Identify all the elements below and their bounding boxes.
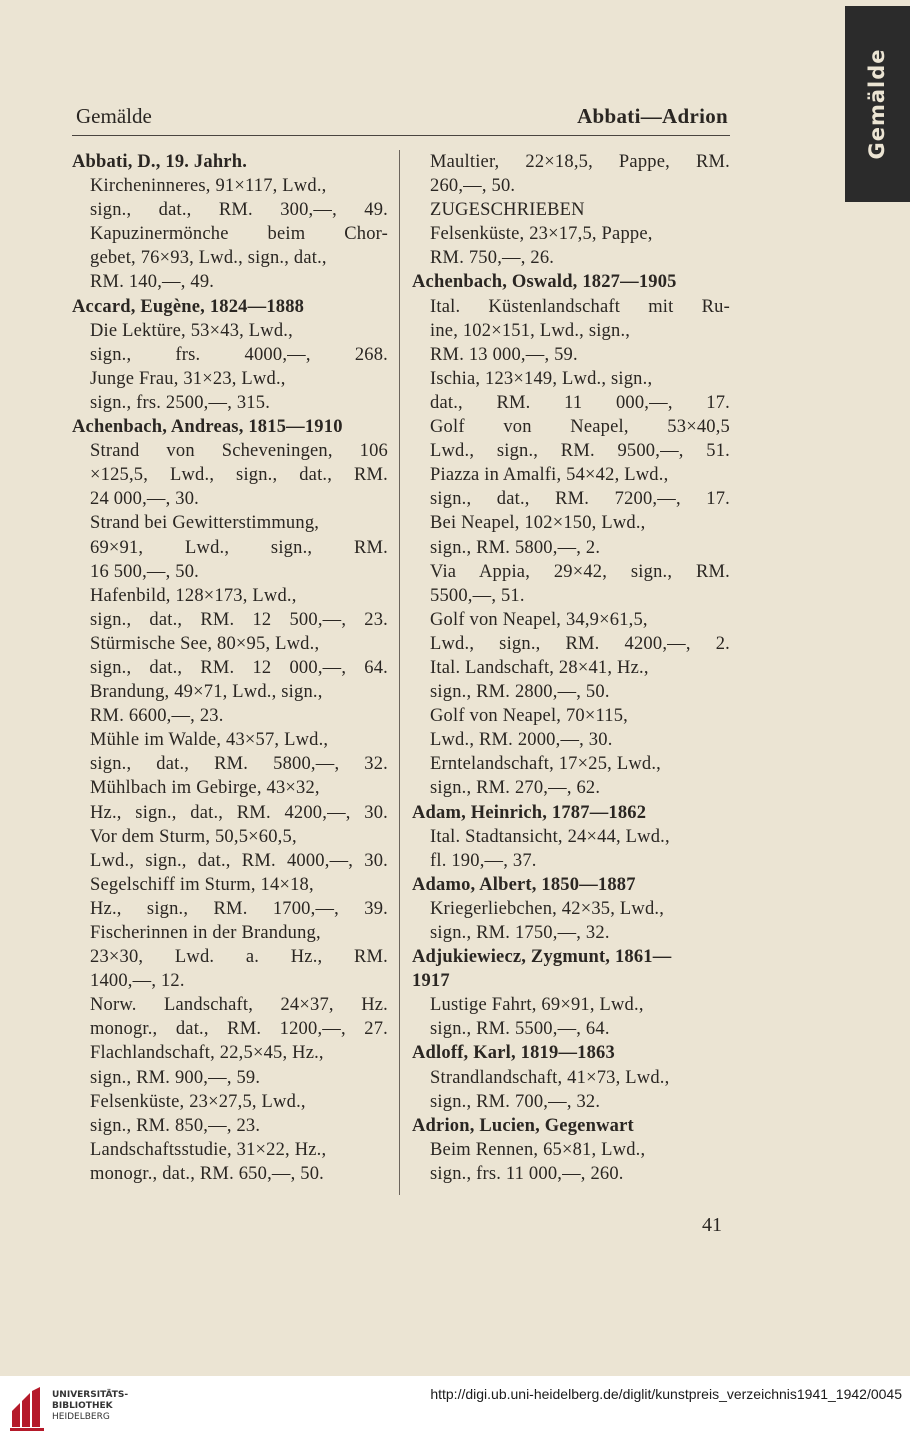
- artwork-line: sign., RM. 2800,—, 50.: [430, 682, 610, 703]
- artwork-line: Hz., sign., dat., RM. 4200,—, 30.: [90, 802, 388, 823]
- right-column: [412, 150, 730, 1186]
- library-line-2: BIBLIOTHEK: [52, 1401, 113, 1411]
- artwork-line: Strand bei Gewitterstimmung,: [90, 513, 320, 534]
- artist-heading: 1917: [412, 971, 450, 992]
- artwork-line: Lwd., sign., RM. 9500,—, 51.: [430, 441, 730, 462]
- artwork-line: sign., dat., RM. 12 500,—, 23.: [90, 609, 388, 630]
- artwork-line: Ital. Landschaft, 28×41, Hz.,: [430, 657, 649, 678]
- artwork-line: RM. 13 000,—, 59.: [430, 344, 578, 365]
- artwork-line: Mühlbach im Gebirge, 43×32,: [90, 778, 320, 799]
- artwork-line: Stürmische See, 80×95, Lwd.,: [90, 633, 320, 654]
- artwork-line: Lwd., RM. 2000,—, 30.: [430, 730, 613, 751]
- artwork-line: Kriegerliebchen, 42×35, Lwd.,: [430, 898, 665, 919]
- artwork-line: 23×30, Lwd. a. Hz., RM.: [90, 947, 388, 968]
- artist-heading: Adam, Heinrich, 1787—1862: [412, 802, 647, 823]
- artwork-line: Maultier, 22×18,5, Pappe, RM.: [430, 152, 730, 172]
- artwork-line: 260,—, 50.: [430, 176, 516, 197]
- section-tab-label: Gemälde: [865, 48, 889, 160]
- artwork-line: Ischia, 123×149, Lwd., sign.,: [430, 368, 653, 389]
- artwork-line: sign., RM. 700,—, 32.: [430, 1091, 601, 1112]
- artwork-line: Felsenküste, 23×17,5, Pappe,: [430, 224, 653, 245]
- artwork-line: monogr., dat., RM. 1200,—, 27.: [90, 1019, 388, 1040]
- section-tab: [845, 6, 910, 202]
- artwork-line: gebet, 76×93, Lwd., sign., dat.,: [90, 248, 327, 269]
- artwork-line: Golf von Neapel, 70×115,: [430, 706, 628, 727]
- artwork-line: sign., RM. 850,—, 23.: [90, 1115, 261, 1136]
- artwork-line: 69×91, Lwd., sign., RM.: [90, 537, 388, 558]
- artwork-line: Felsenküste, 23×27,5, Lwd.,: [90, 1091, 306, 1112]
- artwork-line: ×125,5, Lwd., sign., dat., RM.: [90, 465, 388, 486]
- artwork-line: monogr., dat., RM. 650,—, 50.: [90, 1163, 324, 1184]
- library-line-1: UNIVERSITÄTS-: [52, 1390, 129, 1400]
- source-url[interactable]: http://digi.ub.uni-heidelberg.de/diglit/kunstpreis_verzeichnis1941_1942/0045: [430, 1386, 902, 1402]
- artwork-line: Hz., sign., RM. 1700,—, 39.: [90, 898, 388, 919]
- artwork-line: sign., dat., RM. 5800,—, 32.: [90, 754, 388, 775]
- library-line-3: HEIDELBERG: [52, 1412, 110, 1422]
- artwork-line: 24 000,—, 30.: [90, 489, 199, 510]
- artwork-line: sign., dat., RM. 7200,—, 17.: [430, 489, 730, 510]
- viewer-footer: [0, 1376, 910, 1444]
- artwork-line: Flachlandschaft, 22,5×45, Hz.,: [90, 1043, 324, 1064]
- artwork-line: sign., frs. 11 000,—, 260.: [430, 1163, 624, 1184]
- university-seal-icon: [10, 1387, 44, 1431]
- artwork-line: sign., RM. 5800,—, 2.: [430, 537, 601, 558]
- artwork-line: Via Appia, 29×42, sign., RM.: [430, 561, 730, 582]
- artwork-line: RM. 750,—, 26.: [430, 248, 555, 269]
- artwork-line: Landschaftsstudie, 31×22, Hz.,: [90, 1139, 327, 1160]
- artist-heading: Adrion, Lucien, Gegenwart: [412, 1115, 634, 1136]
- running-header-right: Abbati—Adrion: [577, 104, 728, 128]
- artwork-line: Golf von Neapel, 53×40,5: [430, 417, 730, 438]
- left-column: [72, 150, 388, 1186]
- artwork-line: sign., frs. 4000,—, 268.: [90, 344, 388, 365]
- artwork-line: Strand von Scheveningen, 106: [90, 441, 388, 462]
- artwork-line: Lwd., sign., RM. 4200,—, 2.: [430, 633, 730, 654]
- artwork-line: sign., RM. 270,—, 62.: [430, 778, 601, 799]
- artwork-line: sign., dat., RM. 12 000,—, 64.: [90, 657, 388, 678]
- artwork-line: Beim Rennen, 65×81, Lwd.,: [430, 1139, 646, 1160]
- artwork-line: Fischerinnen in der Brandung,: [90, 923, 321, 943]
- artwork-line: Erntelandschaft, 17×25, Lwd.,: [430, 754, 661, 775]
- artwork-line: Vor dem Sturm, 50,5×60,5,: [90, 826, 297, 847]
- artist-heading: Achenbach, Andreas, 1815—1910: [72, 417, 343, 438]
- artwork-line: RM. 6600,—, 23.: [90, 706, 224, 727]
- artwork-line: Piazza in Amalfi, 54×42, Lwd.,: [430, 465, 669, 486]
- artwork-line: Lwd., sign., dat., RM. 4000,—, 30.: [90, 850, 388, 871]
- artwork-line: dat., RM. 11 000,—, 17.: [430, 392, 730, 413]
- artwork-line: 1400,—, 12.: [90, 971, 185, 992]
- artwork-line: Golf von Neapel, 34,9×61,5,: [430, 609, 648, 630]
- artwork-line: 5500,—, 51.: [430, 585, 525, 606]
- artwork-line: sign., dat., RM. 300,—, 49.: [90, 200, 388, 221]
- artist-heading: Achenbach, Oswald, 1827—1905: [412, 272, 677, 293]
- column-divider: [399, 150, 400, 1195]
- artwork-line: sign., RM. 900,—, 59.: [90, 1067, 261, 1088]
- artwork-line: Brandung, 49×71, Lwd., sign.,: [90, 682, 323, 703]
- artwork-line: Junge Frau, 31×23, Lwd.,: [90, 368, 286, 389]
- running-header-left: Gemälde: [76, 104, 152, 128]
- artwork-line: RM. 140,—, 49.: [90, 272, 215, 293]
- header-rule: [72, 135, 730, 136]
- artist-heading: Accard, Eugène, 1824—1888: [72, 296, 305, 317]
- artwork-line: Kircheninneres, 91×117, Lwd.,: [90, 176, 327, 197]
- artwork-line: Ital. Stadtansicht, 24×44, Lwd.,: [430, 826, 670, 847]
- artwork-line: Segelschiff im Sturm, 14×18,: [90, 874, 314, 895]
- artwork-line: Strandlandschaft, 41×73, Lwd.,: [430, 1067, 670, 1088]
- artwork-line: Hafenbild, 128×173, Lwd.,: [90, 585, 297, 606]
- artwork-line: Die Lektüre, 53×43, Lwd.,: [90, 320, 293, 341]
- artwork-line: sign., frs. 2500,—, 315.: [90, 392, 271, 413]
- page-number: 41: [702, 1214, 722, 1236]
- artwork-line: Lustige Fahrt, 69×91, Lwd.,: [430, 995, 644, 1016]
- artwork-line: fl. 190,—, 37.: [430, 850, 537, 871]
- artist-heading: Abbati, D., 19. Jahrh.: [72, 152, 248, 172]
- artwork-line: ine, 102×151, Lwd., sign.,: [430, 320, 631, 341]
- artwork-line: sign., RM. 1750,—, 32.: [430, 923, 610, 943]
- artist-heading: Adloff, Karl, 1819—1863: [412, 1043, 615, 1064]
- artist-heading: Adamo, Albert, 1850—1887: [412, 874, 636, 895]
- library-name: [52, 1390, 128, 1423]
- artwork-line: Bei Neapel, 102×150, Lwd.,: [430, 513, 646, 534]
- artwork-line: Ital. Küstenlandschaft mit Ru-: [430, 296, 730, 317]
- artwork-line: sign., RM. 5500,—, 64.: [430, 1019, 610, 1040]
- artwork-line: Kapuzinermönche beim Chor-: [90, 224, 388, 245]
- artist-heading: Adjukiewiecz, Zygmunt, 1861—: [412, 947, 672, 968]
- attribution-label: ZUGESCHRIEBEN: [430, 200, 585, 221]
- artwork-line: Norw. Landschaft, 24×37, Hz.: [90, 995, 388, 1016]
- artwork-line: Mühle im Walde, 43×57, Lwd.,: [90, 730, 329, 751]
- artwork-line: 16 500,—, 50.: [90, 561, 199, 582]
